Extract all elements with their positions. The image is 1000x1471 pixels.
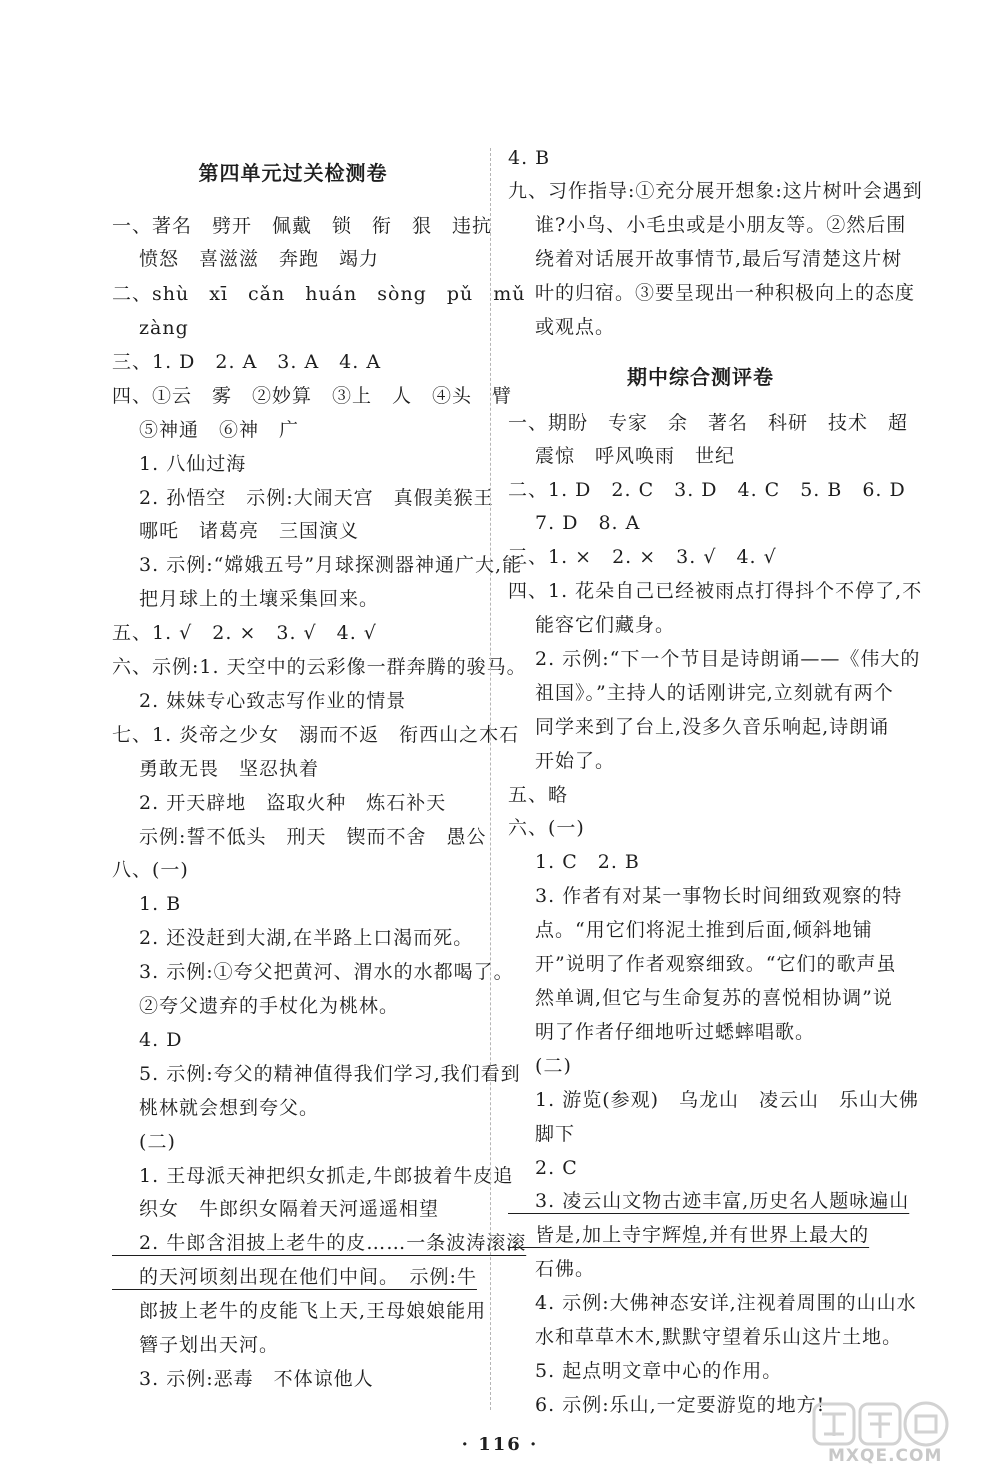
section-title-midterm: 期中综合测评卷 — [627, 365, 774, 389]
answer-line: zàng — [112, 317, 189, 339]
answer-line: 7. D 8. A — [508, 512, 641, 534]
answer-line: ②夸父遗弃的手杖化为桃林。 — [112, 995, 400, 1017]
answer-line: 织女 牛郎织女隔着天河遥遥相望 — [112, 1198, 440, 1220]
answer-line: 1. 八仙过海 — [112, 453, 247, 475]
answer-line: 2. 示例:“下一个节目是诗朗诵——《伟大的 — [508, 648, 921, 670]
answer-line: 能容它们藏身。 — [508, 614, 676, 636]
answer-line: 1. B — [112, 893, 182, 915]
answer-line: 五、略 — [508, 784, 569, 806]
answer-line: (二) — [508, 1055, 572, 1077]
answer-line: ⑤神通 ⑥神 广 — [112, 419, 300, 441]
answer-line: 四、1. 花朵自己已经被雨点打得抖个不停了,不 — [508, 580, 923, 602]
answer-line-underlined: 2. 牛郎含泪披上老牛的皮……一条波涛滚滚 — [112, 1232, 527, 1254]
answer-line: 4. D — [112, 1029, 183, 1051]
answer-line-underlined: 皆是,加上寺宇辉煌,并有世界上最大的 — [508, 1224, 870, 1246]
answer-line: 六、(一) — [508, 817, 585, 839]
answer-line: (二) — [112, 1131, 176, 1153]
answer-line: 1. 王母派天神把织女抓走,牛郎披着牛皮追 — [112, 1165, 514, 1187]
answer-line: 二、shù xī cǎn huán sòng pǔ mǔ — [112, 283, 526, 305]
answer-line: 点。“用它们将泥土推到后面,倾斜地铺 — [508, 919, 873, 941]
answer-line: 5. 起点明文章中心的作用。 — [508, 1360, 783, 1382]
answer-line: 哪吒 诸葛亮 三国演义 — [112, 520, 360, 542]
column-divider — [490, 148, 491, 1410]
answer-line: 七、1. 炎帝之少女 溺而不返 衔西山之木石 — [112, 724, 520, 746]
answer-line: 同学来到了台上,没多久音乐响起,诗朗诵 — [508, 716, 890, 738]
answer-line: 八、(一) — [112, 859, 189, 881]
page-number: · 116 · — [461, 1434, 539, 1455]
answer-line: 水和草草木木,默默守望着乐山这片土地。 — [508, 1326, 903, 1348]
answer-line: 2. C — [508, 1157, 578, 1179]
answer-line: 4. B — [508, 147, 551, 169]
watermark-text: MXQE.COM — [828, 1446, 943, 1466]
answer-line-underlined: 的天河顷刻出现在他们中间。 示例:牛 — [112, 1266, 477, 1288]
answer-line: 绕着对话展开故事情节,最后写清楚这片树 — [508, 248, 903, 270]
answer-line: 2. 孙悟空 示例:大闹天宫 真假美猴王 — [112, 487, 494, 509]
answer-line: 或观点。 — [508, 316, 616, 338]
answer-line: 愤怒 喜滋滋 奔跑 竭力 — [112, 248, 380, 270]
answer-line: 示例:誓不低头 刑天 锲而不舍 愚公 — [112, 826, 487, 848]
answer-line: 2. 妹妹专心致志写作业的情景 — [112, 690, 407, 712]
answer-line: 脚下 — [508, 1123, 576, 1145]
answer-line: 开始了。 — [508, 750, 616, 772]
answer-line: 三、1. D 2. A 3. A 4. A — [112, 351, 382, 373]
answer-line: 三、1. × 2. × 3. √ 4. √ — [508, 546, 777, 568]
answer-line: 3. 示例:①夸父把黄河、渭水的水都喝了。 — [112, 961, 514, 983]
answer-line: 震惊 呼风唤雨 世纪 — [508, 445, 736, 467]
answer-line: 3. 示例:恶毒 不体谅他人 — [112, 1368, 374, 1390]
answer-line: 勇敢无畏 坚忍执着 — [112, 758, 320, 780]
answer-line: 祖国》。”主持人的话刚讲完,立刻就有两个 — [508, 682, 894, 704]
answer-line: 开”说明了作者观察细致。“它们的歌声虽 — [508, 953, 897, 975]
answer-line: 四、①云 雾 ②妙算 ③上 人 ④头 臂 — [112, 385, 513, 407]
answer-line: 2. 开天辟地 盗取火种 炼石补天 — [112, 792, 447, 814]
answer-line: 3. 作者有对某一事物长时间细致观察的特 — [508, 885, 903, 907]
answer-line: 五、1. √ 2. × 3. √ 4. √ — [112, 622, 377, 644]
answer-line: 六、示例:1. 天空中的云彩像一群奔腾的骏马。 — [112, 656, 527, 678]
answer-line: 4. 示例:大佛神态安详,注视着周围的山山水 — [508, 1292, 917, 1314]
answer-line: 1. 游览(参观) 乌龙山 凌云山 乐山大佛 — [508, 1089, 920, 1111]
answer-line: 石佛。 — [508, 1258, 596, 1280]
answer-line: 谁?小鸟、小毛虫或是小朋友等。②然后围 — [508, 214, 907, 236]
watermark-logo — [812, 1400, 992, 1466]
answer-line: 2. 还没赶到大湖,在半路上口渴而死。 — [112, 927, 474, 949]
answer-line: 一、著名 劈开 佩戴 锁 衔 狠 违抗 — [112, 215, 493, 237]
answer-line: 二、1. D 2. C 3. D 4. C 5. B 6. D — [508, 479, 906, 501]
answer-line: 6. 示例:乐山,一定要游览的地方! — [508, 1394, 826, 1416]
answer-line: 郎披上老牛的皮能飞上天,王母娘娘能用 — [112, 1300, 487, 1322]
answer-line: 簪子划出天河。 — [112, 1334, 280, 1356]
answer-line: 桃林就会想到夸父。 — [112, 1097, 320, 1119]
section-title-unit4: 第四单元过关检测卷 — [198, 161, 388, 185]
answer-line: 明了作者仔细地听过蟋蟀唱歌。 — [508, 1021, 816, 1043]
answer-line: 九、习作指导:①充分展开想象:这片树叶会遇到 — [508, 180, 923, 202]
answer-line: 把月球上的土壤采集回来。 — [112, 588, 380, 610]
answer-line: 一、期盼 专家 余 著名 科研 技术 超 — [508, 412, 909, 434]
answer-line: 叶的归宿。③要呈现出一种积极向上的态度 — [508, 282, 916, 304]
answer-line: 3. 示例:“嫦娥五号”月球探测器神通广大,能 — [112, 554, 523, 576]
watermark-logo-icon — [812, 1400, 992, 1450]
answer-line-underlined: 3. 凌云山文物古迹丰富,历史名人题咏遍山 — [508, 1190, 910, 1212]
answer-line: 5. 示例:夸父的精神值得我们学习,我们看到 — [112, 1063, 521, 1085]
answer-line: 1. C 2. B — [508, 851, 640, 873]
answer-line: 然单调,但它与生命复苏的喜悦相协调”说 — [508, 987, 893, 1009]
